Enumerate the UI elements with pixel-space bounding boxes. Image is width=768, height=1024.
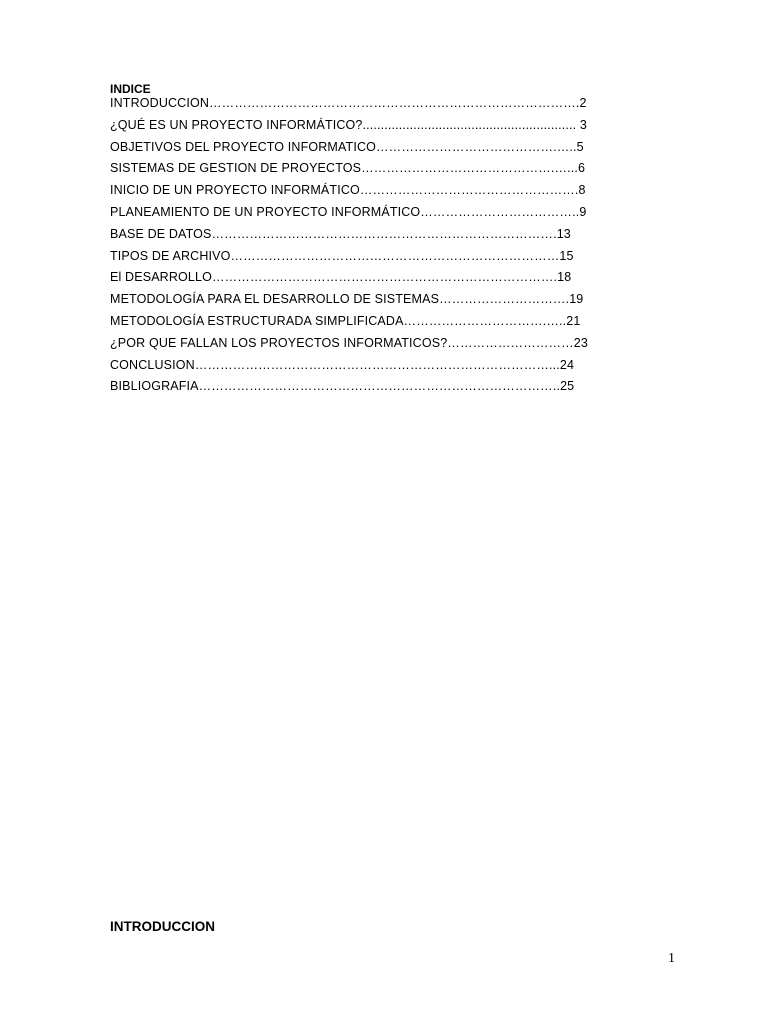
toc-entry [110,96,600,118]
toc-entry [110,227,600,249]
toc-list [110,96,600,401]
toc-title: INDICE [110,82,151,96]
toc-entry-text: ¿QUÉ ES UN PROYECTO INFORMÁTICO?........................................................... 3 [110,117,587,132]
toc-entry-text: PLANEAMIENTO DE UN PROYECTO INFORMÁTICO………………………………..9 [110,204,587,219]
toc-entry [110,292,600,314]
page-number: 1 [668,951,675,966]
toc-entry-text: BIBLIOGRAFIA…………………………………………………………………………..25 [110,379,575,394]
toc-entry [110,140,600,162]
toc-entry [110,118,600,140]
toc-entry [110,379,600,401]
toc-entry [110,161,600,183]
toc-entry [110,314,600,336]
toc-entry-text: BASE DE DATOS……………………………………………………………………….13 [110,226,571,241]
toc-entry [110,336,600,358]
toc-entry-text: METODOLOGÍA PARA EL DESARROLLO DE SISTEMAS………………………….19 [110,292,584,307]
toc-entry-text: El DESARROLLO……………………………………………………………………….18 [110,270,572,285]
toc-entry [110,270,600,292]
toc-entry-text: OBJETIVOS DEL PROYECTO INFORMATICO…………………………………….…..5 [110,139,584,154]
toc-entry [110,249,600,271]
toc-entry-text: CONCLUSION…………………………………………………………………………...24 [110,357,575,372]
toc-entry-text: SISTEMAS DE GESTION DE PROYECTOS……………………………………….…...6 [110,161,586,176]
toc-entry [110,205,600,227]
toc-entry [110,358,600,380]
toc-entry-text: METODOLOGÍA ESTRUCTURADA SIMPLIFICADA…………………………….…..21 [110,313,581,328]
toc-entry-text: TIPOS DE ARCHIVO……………………………………………………………………15 [110,248,574,263]
toc-entry [110,183,600,205]
toc-entry-text: INTRODUCCION…………………………………………………………………………….2 [110,96,587,110]
toc-entry-text: ¿POR QUE FALLAN LOS PROYECTOS INFORMATICOS?…………………………23 [110,335,589,350]
section-heading: INTRODUCCION [110,919,215,934]
toc-entry-text: INICIO DE UN PROYECTO INFORMÁTICO…………………………………………….8 [110,183,586,198]
